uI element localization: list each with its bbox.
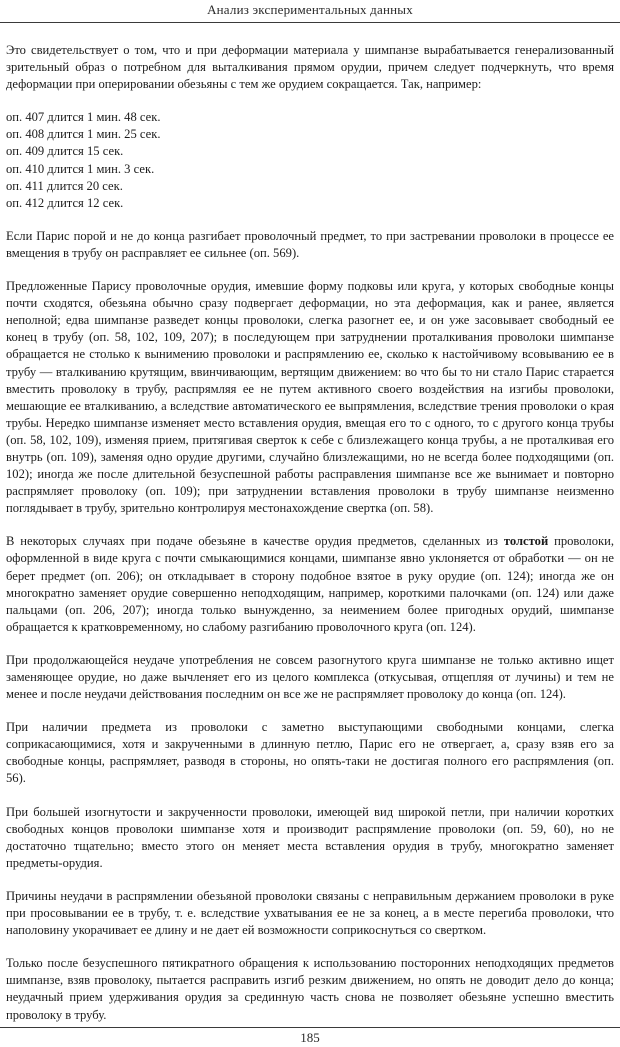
emphasis-thick: толстой (503, 534, 549, 549)
paragraph-4-text-b: проволоки, оформленной в виде круга с почти смыкающимися концами, шимпанзе явно уклоняется от обработки — он не берет предмет (оп. 206); он откладывает в сторону подобное взятое в руку орудие (оп. 124); иногда же он многократно заменяет орудие совершенно неподходящим, например, короткими палочками (оп. 124) или даже пальцами (оп. 206, 207); иногда только вынужденно, за неимением более пригодных орудий, шимпанзе обращается к кратковременному, но слабому разгибанию проволочного круга (оп. 124). (6, 534, 614, 634)
page-number: 185 (300, 1030, 320, 1045)
experiment-line: оп. 410 длится 1 мин. 3 сек. (6, 161, 155, 176)
experiment-line: оп. 408 длится 1 мин. 25 сек. (6, 127, 161, 142)
header-rule (0, 22, 620, 23)
running-head: Анализ экспериментальных данных (207, 2, 413, 17)
paragraph-9: Только после безуспешного пятикратного обращения к использованию посторонних неподходящих предметов шимпанзе, взяв проволоку, пытается расправить изгиб резким движением, но опять не доводит дело до конца; неудачный прием удерживания орудия за срединную часть снова не позволяет обезьяне успешно вместить проволоку в трубу. (6, 956, 614, 1022)
experiment-line: оп. 411 длится 20 сек. (6, 178, 123, 193)
paragraph-8: Причины неудачи в распрямлении обезьяной проволоки связаны с неправильным держанием проволоки в руке при просовывании ее в трубу, т. е. вследствие ухватывания ее не за конец, а в месте перегиба проволоки, что наполовину укорачивает ее длину и не дает ей возможности соприкоснуться со свертком. (6, 888, 614, 938)
experiment-line: оп. 412 длится 12 сек. (6, 195, 124, 210)
paragraph-2: Если Парис порой и не до конца разгибает проволочный предмет, то при застревании проволоки в процессе ее вмещения в трубу он расправляет ее сильнее (оп. 569). (6, 228, 614, 260)
footer-rule (0, 1027, 620, 1028)
experiment-line: оп. 407 длится 1 мин. 48 сек. (6, 110, 161, 125)
experiment-line: оп. 409 длится 15 сек. (6, 144, 124, 159)
paragraph-4-text-a: В некоторых случаях при подаче обезьяне в качестве орудия предметов, сделанных из (6, 534, 504, 549)
experiment-duration-list (6, 109, 614, 212)
paragraph-7: При большей изогнутости и закрученности проволоки, имеющей вид широкой петли, при наличии коротких свободных концов проволоки шимпанзе хотя и производит распрямление проволоки (оп. 59, 60), но не достаточно тщательно; вместо этого он меняет места вставления орудия в трубу, многократно заменяет предметы-орудия. (6, 804, 614, 870)
paragraph-6: При наличии предмета из проволоки с заметно выступающими свободными концами, слегка соприкасающимися, хотя и закрученными в длинную петлю, Парис его не отвергает, а, сразу взяв его за свободные концы, распрямляет, разводя в стороны, но опять-таки не достигая полного его распрямления (оп. 56). (6, 720, 614, 786)
body-text (6, 42, 614, 1040)
paragraph-4 (6, 533, 614, 636)
paragraph-1: Это свидетельствует о том, что и при деформации материала у шимпанзе вырабатывается генерализованный зрительный образ о потребном для выталкивания прямом орудии, причем следует подчеркнуть, что время деформации при оперировании обезьяны с тем же орудием сокращается. Так, например: (6, 43, 614, 92)
paragraph-5: При продолжающейся неудаче употребления не совсем разогнутого круга шимпанзе не только активно ищет заменяющее орудие, но даже вычленяет его из целого комплекса (откусывая, отщепляя от лучины) и тем не менее и после неудачи действования последним он все же не распрямляет проволоку до конца (оп. 124). (6, 652, 614, 702)
paragraph-3: Предложенные Парису проволочные орудия, имевшие форму подковы или круга, у которых свободные концы почти сходятся, обезьяна обычно сразу подвергает деформации, но эта деформация, как и ранее, является неполной; едва шимпанзе разведет концы проволоки, слегка разогнет ее, и он уже засовывает свободный ее конец в трубу (оп. 58, 102, 109, 207); в последующем при затруднении проталкивания проволоки шимпанзе обращается не столько к вынимению проволоки и распрямлению ее, сколько к настойчивому всовыванию ее в трубу — вталкиванию крутящим, ввинчивающим, вертящим движением: во что бы то ни стало Парис старается вместить проволоку в трубу, распрямляя ее не путем активного своего воздействия на изгибы проволоки, мешающие ее вталкиванию, а вследствие автоматического ее выпрямления, вследствие трения проволоки о края трубы. Нередко шимпанзе изменяет место вставления орудия, вмещая его то с одного, то с другого конца трубы (оп. 58, 102, 109), изменяя прием, притягивая сверток к себе с близлежащего конца трубы, а не проталкивая его внутрь (оп. 109), заменяя одно орудие другими, случайно близлежащими, но не всегда более подходящими (оп. 102); иногда же после длительной безуспешной работы расправления шимпанзе все же вынимает и повторно распрямляет проволоку (оп. 109); при затруднении вставления проволоки в трубу шимпанзе неизменно поглядывает в трубу, зрительно контролируя местонахождение свертка (оп. 58). (6, 279, 614, 516)
